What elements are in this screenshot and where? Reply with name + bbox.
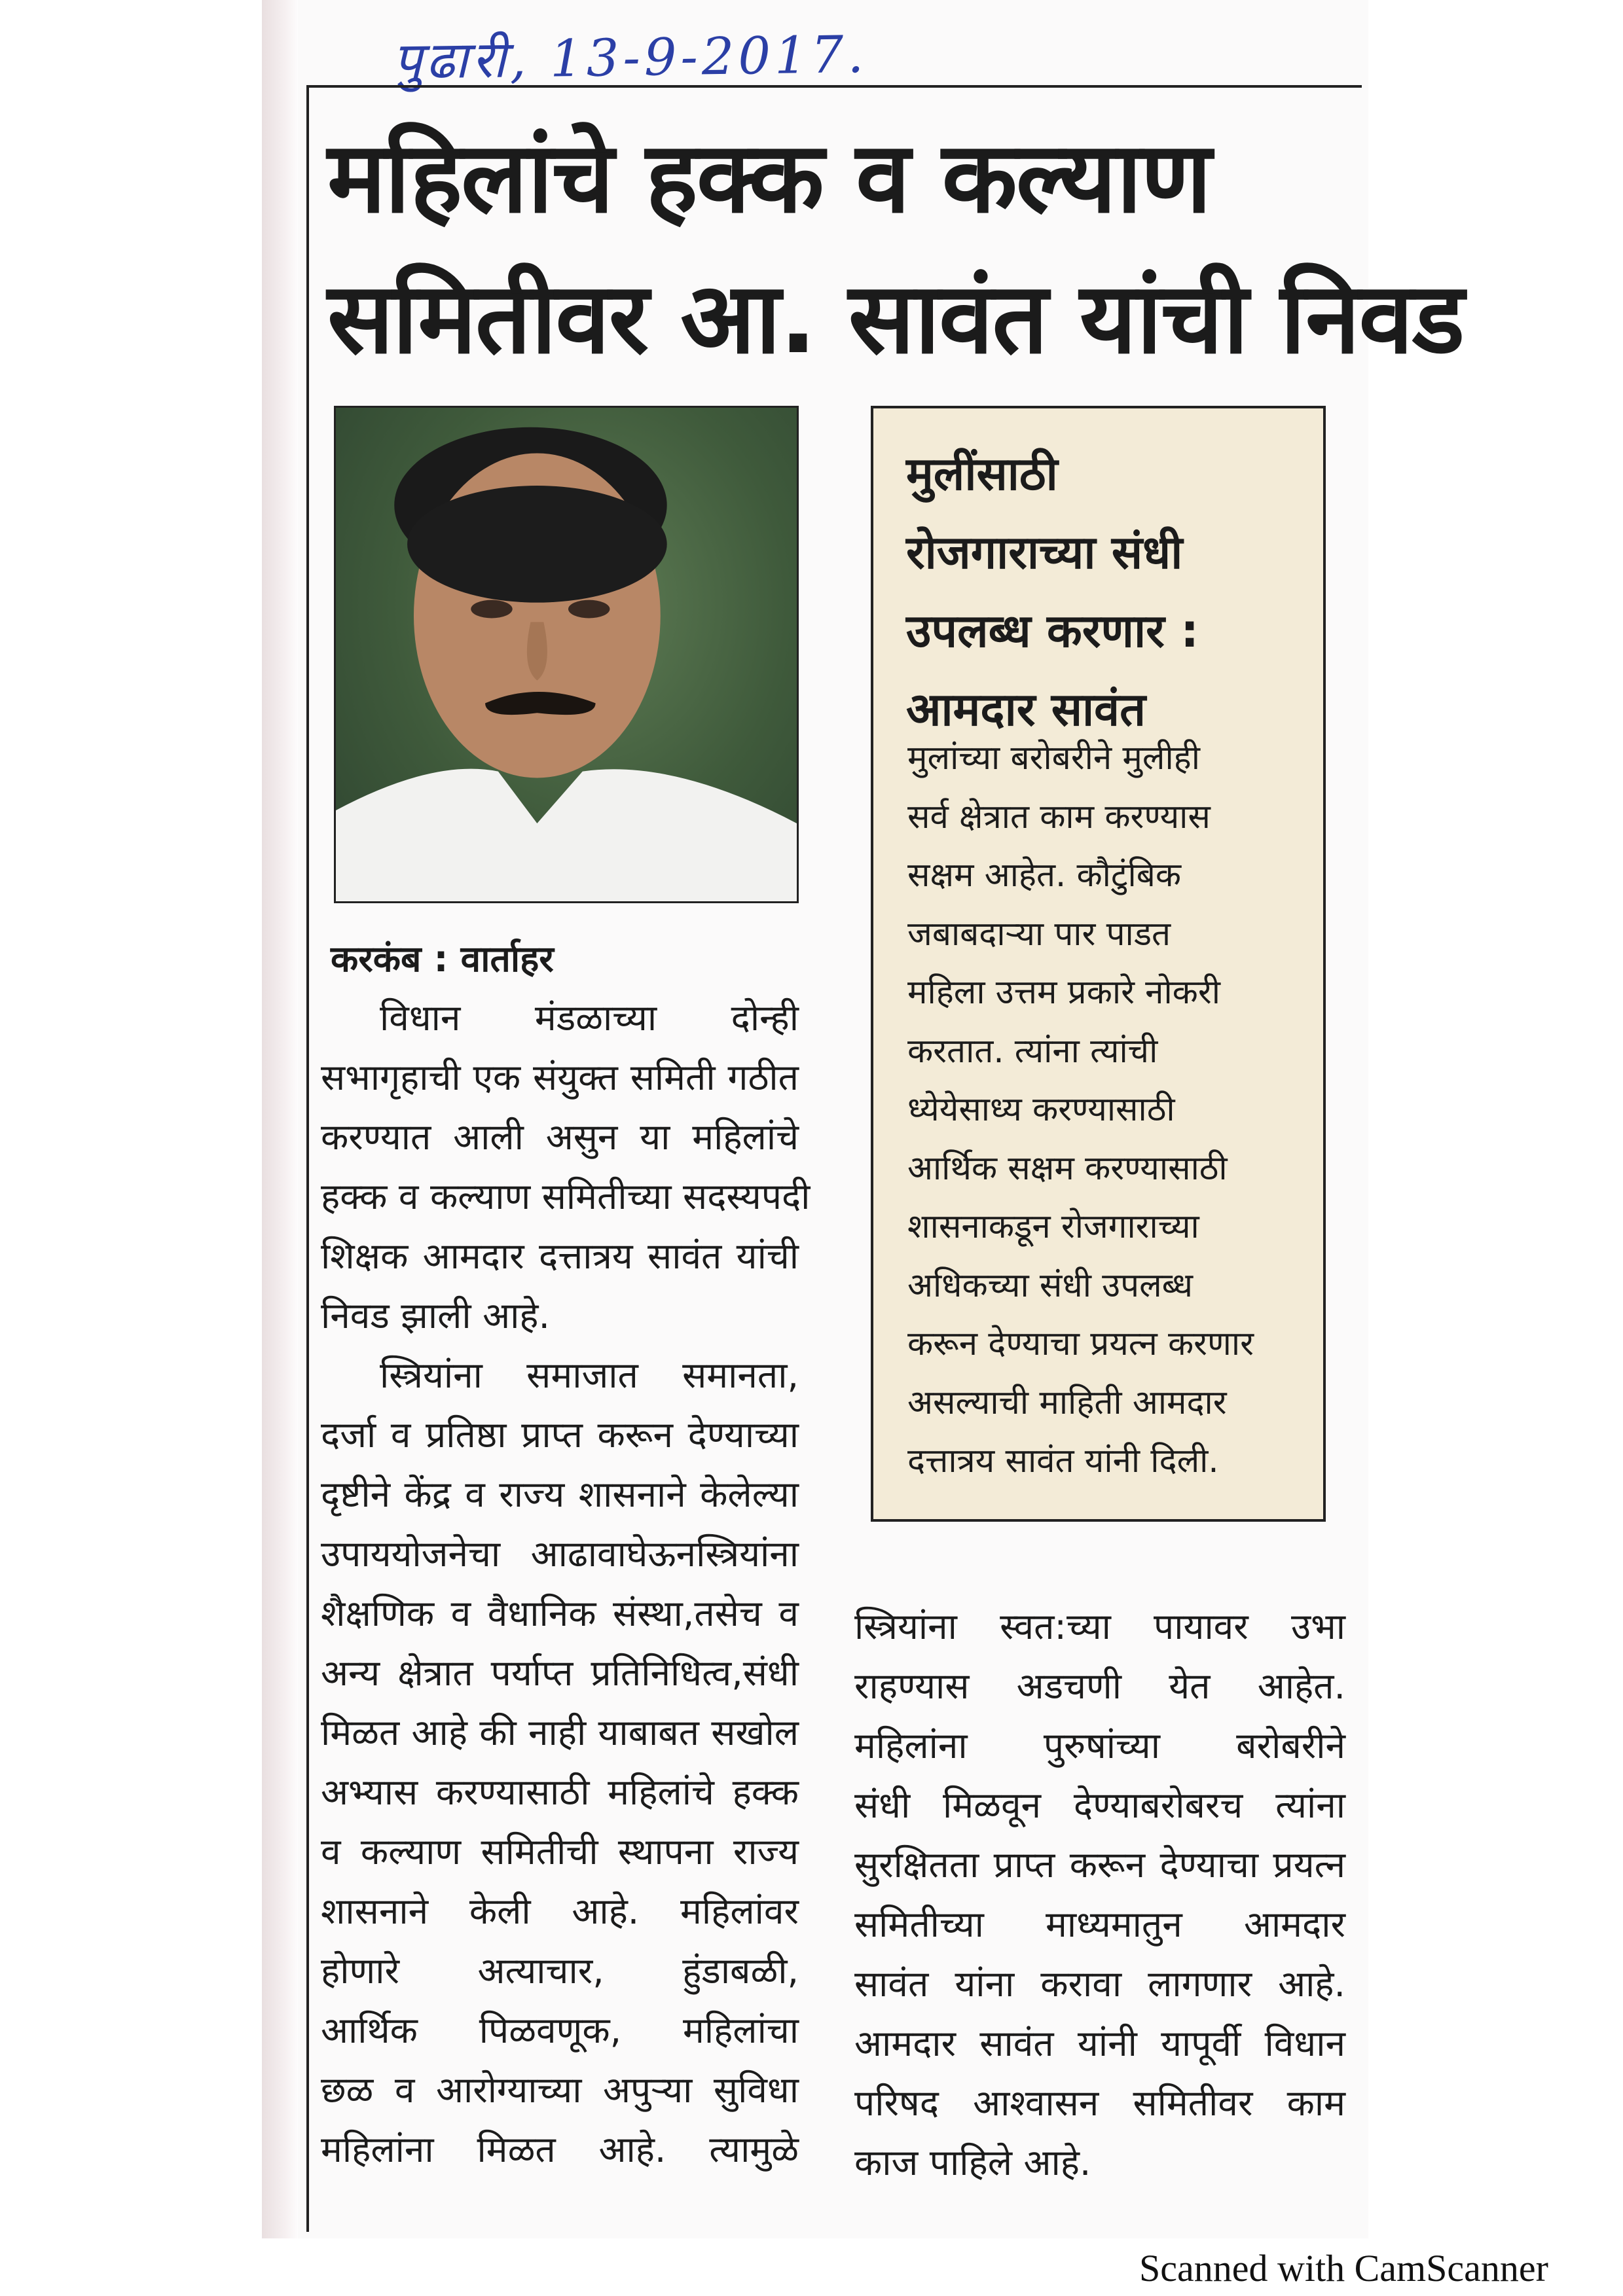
sidebar-headline (906, 435, 1312, 749)
sidebar-body-line: मुलांच्या बरोबरीने मुलीही (907, 739, 1200, 778)
body-line: व कल्याण समितीची स्थापना राज्य (321, 1831, 799, 1873)
body-line: आमदार सावंत यांनी यापूर्वी विधान (854, 2022, 1345, 2064)
body-line: राहण्यास अडचणी येत आहेत. (854, 1665, 1345, 1707)
body-line: मिळत आहे की नाही याबाबत सखोल (321, 1712, 799, 1753)
body-line: होणारे अत्याचार, हुंडाबळी, (321, 1950, 799, 1992)
sidebar-body-line: सर्व क्षेत्रात काम करण्यास (907, 797, 1211, 836)
article-right-column (854, 1597, 1345, 2193)
body-line: सभागृहाची एक संयुक्त समिती गठीत (321, 1056, 799, 1098)
sidebar-headline-line: आमदार सावंत (906, 683, 1146, 736)
body-line: करण्यात आली असुन या महिलांचे (321, 1116, 799, 1158)
sidebar-body-line: दत्तात्रय सावंत यांनी दिली. (907, 1442, 1219, 1480)
body-line: संधी मिळवून देण्याबरोबरच त्यांना (854, 1784, 1345, 1826)
body-line: हक्क व कल्याण समितीच्या सदस्यपदी (321, 1175, 811, 1217)
body-line: सावंत यांना करावा लागणार आहे. (854, 1963, 1345, 2005)
body-line: शैक्षणिक व वैधानिक संस्था,तसेच व (321, 1592, 799, 1634)
article-dateline: करकंब : वार्ताहर (331, 938, 554, 980)
body-line: दर्जा व प्रतिष्ठा प्राप्त करून देण्याच्या (321, 1414, 799, 1456)
sidebar-box (871, 406, 1326, 1522)
handwritten-date: पुढारी, 13-9-2017. (392, 25, 868, 91)
sidebar-body-line: सक्षम आहेत. कौटुंबिक (907, 856, 1182, 895)
sidebar-body-line: आर्थिक सक्षम करण्यासाठी (907, 1149, 1228, 1188)
body-line: महिलांना पुरुषांच्या बरोबरीने (854, 1725, 1345, 1767)
body-line: अन्य क्षेत्रात पर्याप्त प्रतिनिधित्व,संधी (321, 1652, 799, 1694)
sidebar-body (907, 729, 1313, 1491)
sidebar-body-line: असल्याची माहिती आमदार (907, 1383, 1227, 1422)
sidebar-headline-line: मुलींसाठी (906, 447, 1058, 501)
sidebar-body-line: महिला उत्तम प्रकारे नोकरी (907, 973, 1220, 1012)
body-line: महिलांना मिळत आहे. त्यामुळे (321, 2128, 799, 2170)
sidebar-body-line: ध्येयेसाध्य करण्यासाठी (907, 1090, 1175, 1129)
sidebar-headline-line: रोजगाराच्या संधी (906, 526, 1183, 579)
body-line: अभ्यास करण्यासाठी महिलांचे हक्क (321, 1771, 799, 1813)
body-line: आर्थिक पिळवणूक, महिलांचा (321, 2009, 799, 2051)
headline-line-1: महिलांचे हक्क व कल्याण (327, 121, 1211, 235)
portrait-photo (334, 406, 799, 903)
body-line: छळ व आरोग्याच्या अपुऱ्या सुविधा (321, 2069, 799, 2111)
article-headline (327, 108, 1464, 389)
body-line: परिषद आश्वासन समितीवर काम (854, 2082, 1345, 2124)
article-left-column (321, 988, 811, 2179)
scan-edge-shadow (262, 0, 301, 2238)
body-line: समितीच्या माध्यमातुन आमदार (854, 1903, 1345, 1945)
body-line: शिक्षक आमदार दत्तात्रय सावंत यांची (321, 1235, 799, 1277)
body-line: शासनाने केली आहे. महिलांवर (321, 1890, 799, 1932)
headline-line-2: समितीवर आ. सावंत यांची निवड (327, 262, 1464, 376)
body-line: विधान मंडळाच्या दोन्ही (380, 997, 799, 1039)
scanner-credit: Scanned with CamScanner (1139, 2247, 1548, 2289)
sidebar-body-line: करतात. त्यांना त्यांची (907, 1031, 1158, 1071)
body-line: स्त्रियांना समाजात समानता, (380, 1354, 799, 1396)
body-line: उपाययोजनेचा आढावाघेऊनस्त्रियांना (321, 1533, 799, 1575)
body-line: काज पाहिले आहे. (854, 2142, 1091, 2183)
sidebar-body-line: शासनाकडून रोजगाराच्या (907, 1208, 1199, 1246)
body-line: दृष्टीने केंद्र व राज्य शासनाने केलेल्या (321, 1473, 799, 1515)
sidebar-body-line: जबाबदाऱ्या पार पाडत (907, 914, 1171, 954)
sidebar-headline-line: उपलब्ध करणार : (906, 604, 1199, 658)
sidebar-body-line: अधिकच्या संधी उपलब्ध (907, 1266, 1194, 1305)
portrait-illustration (336, 408, 797, 901)
body-line: सुरक्षितता प्राप्त करून देण्याचा प्रयत्न (854, 1844, 1345, 1886)
body-line: निवड झाली आहे. (321, 1295, 550, 1336)
sidebar-body-line: करून देण्याचा प्रयत्न करणार (907, 1325, 1254, 1363)
body-line: स्त्रियांना स्वत:च्या पायावर उभा (854, 1605, 1345, 1647)
